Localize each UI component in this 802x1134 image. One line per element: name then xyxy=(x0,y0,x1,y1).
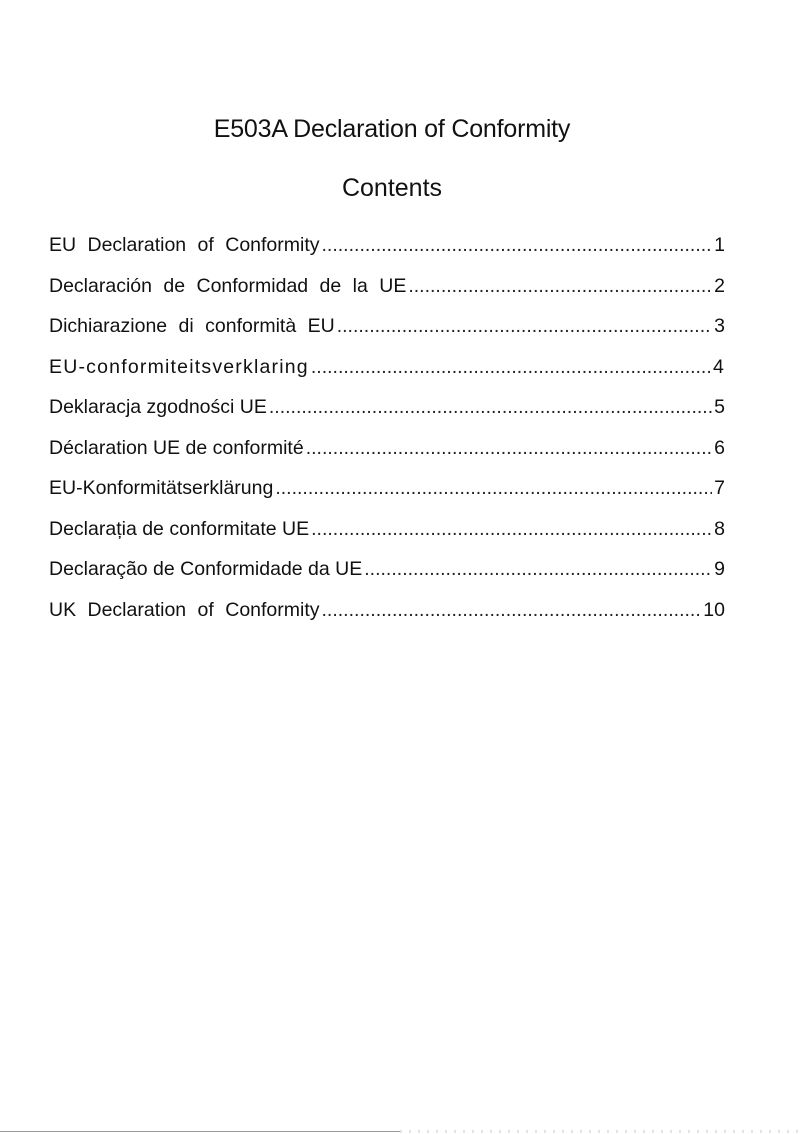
toc-page-number: 4 xyxy=(712,355,725,378)
dot-leader xyxy=(269,392,712,422)
toc-entry-italian-declaration[interactable] xyxy=(49,311,725,352)
toc-entry-eu-declaration[interactable] xyxy=(49,230,725,271)
toc-page-number: 5 xyxy=(714,396,725,418)
toc-entry-german-declaration[interactable] xyxy=(49,473,725,514)
dot-leader xyxy=(364,554,712,584)
toc-entry-dutch-declaration[interactable] xyxy=(49,352,725,393)
dot-leader xyxy=(337,311,712,341)
toc-page-number: 3 xyxy=(714,315,725,337)
toc-entry-label: EU-conformiteitsverklaring xyxy=(49,355,309,378)
toc-entry-spanish-declaration[interactable] xyxy=(49,271,725,312)
toc-entry-label: Declaración de Conformidad de la UE xyxy=(49,274,407,297)
dot-leader xyxy=(311,352,711,382)
toc-entry-label: Déclaration UE de conformité xyxy=(49,436,304,459)
dot-leader xyxy=(322,595,702,625)
toc-entry-label: Dichiarazione di conformità EU xyxy=(49,315,335,337)
dot-leader xyxy=(408,271,712,301)
toc-entry-label: Declaração de Conformidade da UE xyxy=(49,558,363,580)
toc-entry-romanian-declaration[interactable] xyxy=(49,514,725,555)
toc-entry-label: Declarația de conformitate UE xyxy=(49,517,310,540)
toc-page-number: 6 xyxy=(714,436,725,459)
toc-entry-polish-declaration[interactable] xyxy=(49,392,725,433)
toc-page-number: 10 xyxy=(703,598,725,621)
dot-leader xyxy=(322,230,713,260)
toc-page-number: 7 xyxy=(714,477,725,499)
toc-page-number: 8 xyxy=(714,517,725,540)
footer-divider xyxy=(0,1131,400,1132)
toc-entry-label: EU Declaration of Conformity xyxy=(49,234,320,256)
toc-page-number: 1 xyxy=(714,234,725,256)
footer-scan-artifact xyxy=(400,1130,802,1133)
toc-entry-french-declaration[interactable] xyxy=(49,433,725,474)
toc-entry-label: Deklaracja zgodności UE xyxy=(49,396,267,418)
dot-leader xyxy=(275,473,712,503)
dot-leader xyxy=(306,433,712,463)
contents-heading: Contents xyxy=(341,174,443,202)
toc-entry-portuguese-declaration[interactable] xyxy=(49,554,725,595)
document-title: E503A Declaration of Conformity xyxy=(213,115,571,143)
table-of-contents xyxy=(49,230,725,635)
dot-leader xyxy=(311,514,712,544)
toc-entry-uk-declaration[interactable] xyxy=(49,595,725,636)
toc-entry-label: EU-Konformitätserklärung xyxy=(49,477,274,499)
toc-entry-label: UK Declaration of Conformity xyxy=(49,598,320,621)
toc-page-number: 9 xyxy=(714,558,725,580)
toc-page-number: 2 xyxy=(714,274,725,297)
